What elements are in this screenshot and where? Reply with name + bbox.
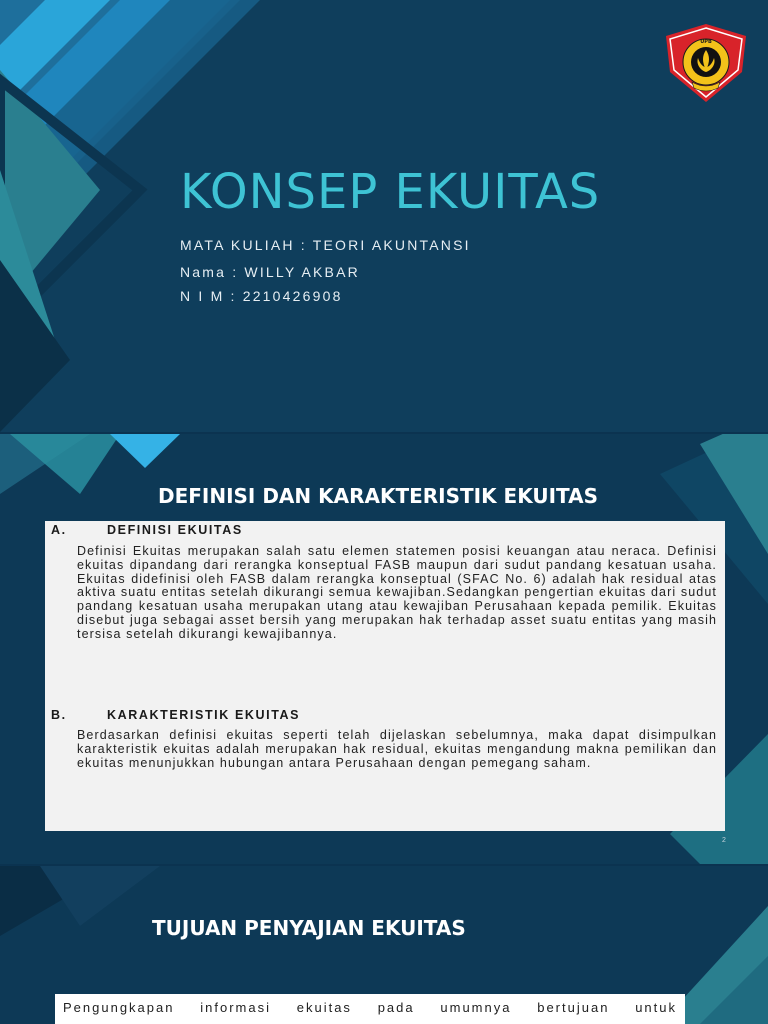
purpose-slide bbox=[0, 866, 768, 1024]
university-emblem-icon bbox=[662, 22, 750, 104]
definition-slide bbox=[0, 434, 768, 864]
slide-heading: DEFINISI DAN KARAKTERISTIK EKUITAS bbox=[157, 484, 599, 508]
section-b-title: KARAKTERISTIK EKUITAS bbox=[107, 708, 301, 722]
student-name: Nama : WILLY AKBAR bbox=[180, 264, 360, 280]
slide-heading: TUJUAN PENYAJIAN EKUITAS bbox=[152, 916, 466, 940]
section-a-body: Definisi Ekuitas merupakan salah satu elemen statemen posisi keuangan atau neraca. Definisi ekuitas dipandang dari rerangka konseptual FASB maupun dari sudut pandang kesatuan usaha. Ekuitas didefinisi oleh FASB dalam rerangka konseptual (SFAC No. 6) adalah hak residual atas aktiva suatu entitas setelah dikurangi semua kewajiban.Sedangkan pengertian ekuitas dari sudut pandang kesatuan usaha merupakan utang atau kewajiban Perusahaan kepada pemilik. Ekuitas disebut juga sebagai asset bersih yang merupakan hak terhadap asset suatu entitas yang masih tersisa setelah dikurangi kewajibannya. bbox=[77, 544, 717, 641]
course-label: MATA KULIAH : TEORI AKUNTANSI bbox=[180, 237, 471, 253]
section-b-marker: B. bbox=[51, 708, 67, 722]
purpose-body: Pengungkapan informasi ekuitas pada umumnya bertujuan untuk bbox=[63, 1000, 677, 1015]
content-panel bbox=[55, 994, 685, 1024]
section-a-title: DEFINISI EKUITAS bbox=[107, 523, 243, 537]
presentation-title: KONSEP EKUITAS bbox=[180, 164, 601, 220]
section-a-marker: A. bbox=[51, 523, 67, 537]
page-number: 2 bbox=[722, 837, 726, 844]
student-id: N I M : 2210426908 bbox=[180, 288, 343, 304]
svg-text:UPB: UPB bbox=[700, 39, 712, 45]
title-slide bbox=[0, 0, 768, 432]
content-panel bbox=[45, 521, 725, 831]
section-b-body: Berdasarkan definisi ekuitas seperti telah dijelaskan sebelumnya, maka dapat disimpulkan karakteristik ekuitas adalah merupakan hak residual, ekuitas mengandung makna pemilikan dan ekuitas menunjukkan hubungan antara Perusahaan dengan pemegang saham. bbox=[77, 728, 717, 770]
